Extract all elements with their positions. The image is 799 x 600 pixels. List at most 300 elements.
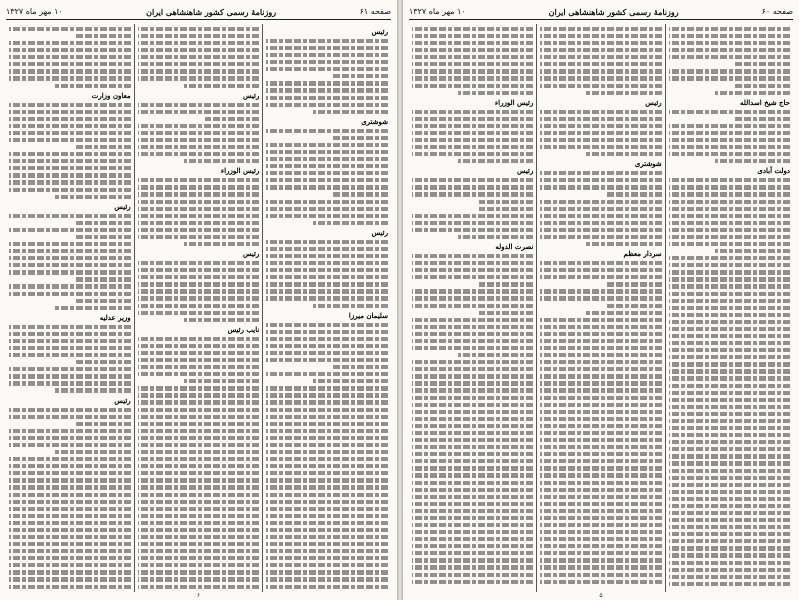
text-line [138,408,260,412]
text-line [412,466,533,470]
text-line [669,145,790,149]
text-block [412,27,533,95]
text-line [138,521,260,525]
text-line [669,313,790,317]
text-line [669,110,790,114]
text-line [412,523,533,527]
text-line [412,48,533,52]
text-line [412,289,533,293]
text-line [412,551,533,555]
text-line [9,556,131,560]
text-block [138,178,260,246]
text-line [540,481,661,485]
text-line [266,358,388,362]
speaker-name: رئیس [242,90,260,100]
text-line [266,585,388,589]
text-line [540,27,661,31]
text-line [138,563,260,567]
text-line [412,346,533,350]
text-line [412,388,533,392]
text-line [412,296,533,300]
text-line [313,221,388,225]
text-line [412,495,533,499]
text-line [9,367,131,371]
text-line [669,405,790,409]
text-line [313,304,388,308]
text-line [55,306,130,310]
text-line [266,528,388,532]
text-line [412,509,533,513]
text-block [412,178,533,239]
text-line [138,358,260,362]
text-line [9,415,131,419]
speaker-name: رئیس الوزراء [220,166,260,176]
text-line [9,152,131,156]
text-line [266,450,388,454]
text-line [540,367,661,371]
text-line [266,171,388,175]
text-line [184,318,259,322]
text-line [412,228,533,232]
text-line [266,351,388,355]
speaker-name: رئیس [645,97,662,107]
text-line [412,558,533,562]
text-line [540,438,661,442]
text-line [138,131,260,135]
left-col-2 [134,24,263,592]
text-line [669,292,790,296]
text-line [9,339,131,343]
text-line [333,136,388,140]
text-line [9,381,131,385]
text-line [412,573,533,577]
text-line [9,346,131,350]
text-line [669,55,790,59]
text-line [540,325,661,329]
text-block [9,27,131,88]
text-line [138,542,260,546]
left-col-1 [262,24,391,592]
text-line [76,299,131,303]
text-line [138,76,260,80]
text-line [266,514,388,518]
text-line [458,91,533,95]
text-line [412,117,533,121]
text-line [266,464,388,468]
text-line [138,528,260,532]
text-line [669,76,790,80]
text-line [266,200,388,204]
text-line [266,185,388,189]
text-line [266,296,388,300]
text-line [669,511,790,515]
text-line [540,117,661,121]
text-line [412,431,533,435]
text-line [669,490,790,494]
text-line [540,124,661,128]
text-line [540,200,661,204]
right-page-columns [409,24,793,592]
text-line [540,403,661,407]
text-line [540,268,661,272]
text-block [9,408,131,589]
text-line [9,138,131,142]
text-line [266,289,388,293]
text-line [479,282,534,286]
text-line [9,249,131,253]
text-line [9,542,131,546]
text-line [9,325,131,329]
text-line [266,275,388,279]
text-line [55,388,130,392]
text-line [266,53,388,57]
text-block [669,178,790,586]
text-line [412,304,533,308]
text-line [9,521,131,525]
text-line [607,304,662,308]
text-line [138,55,260,59]
text-line [9,173,131,177]
text-line [9,76,131,80]
right-page-header [409,4,793,20]
text-line [479,200,534,204]
speaker-name: رئیس [516,166,534,176]
text-block [266,240,388,308]
text-line [540,185,661,189]
text-line [138,69,260,73]
text-line [540,459,661,463]
text-block [138,103,260,164]
text-line [266,81,388,85]
text-line [9,429,131,433]
text-line [138,200,260,204]
text-line [540,138,661,142]
text-line [266,386,388,390]
text-block [669,110,790,164]
text-line [138,103,260,107]
text-line [138,507,260,511]
text-line [669,384,790,388]
text-line [138,221,260,225]
text-line [540,431,661,435]
text-line [9,41,131,45]
text-line [313,110,388,114]
text-line [669,270,790,274]
text-line [138,110,260,114]
text-line [540,424,661,428]
text-line [669,568,790,572]
text-line [607,282,662,286]
text-line [184,379,259,383]
text-line [9,528,131,532]
text-line [138,344,260,348]
text-line [9,457,131,461]
text-line [540,171,661,175]
text-line [55,195,130,199]
text-line [9,563,131,567]
text-line [669,440,790,444]
text-line [540,544,661,548]
text-line [715,91,790,95]
text-line [669,228,790,232]
text-line [266,39,388,43]
text-line [9,159,131,163]
speaker-name: شوشتری [634,159,662,169]
text-line [76,145,131,149]
text-line [266,443,388,447]
text-block [266,129,388,225]
text-line [540,488,661,492]
text-line [138,570,260,574]
text-line [138,493,260,497]
text-line [9,110,131,114]
text-line [412,424,533,428]
text-line [669,433,790,437]
text-line [333,74,388,78]
text-line [266,337,388,341]
text-line [266,96,388,100]
text-line [313,379,388,383]
text-line [138,275,260,279]
text-line [412,110,533,114]
text-line [669,391,790,395]
text-line [412,268,533,272]
text-block [9,325,131,393]
text-line [412,473,533,477]
text-line [735,117,790,121]
text-line [9,464,131,468]
text-line [138,450,260,454]
text-line [9,27,131,31]
text-line [205,117,260,121]
text-line [669,525,790,529]
text-line [138,192,260,196]
text-line [266,507,388,511]
text-line [138,443,260,447]
right-page-number: صفحه ۶۰ [761,7,793,16]
text-line [669,124,790,128]
text-line [138,296,260,300]
text-line [540,41,661,45]
text-line [138,304,260,308]
text-line [138,372,260,376]
text-line [9,131,131,135]
text-line [540,214,661,218]
text-line [266,261,388,265]
text-line [540,537,661,541]
text-line [412,459,533,463]
text-line [540,346,661,350]
text-line [266,207,388,211]
text-line [76,221,131,225]
text-line [55,450,130,454]
text-line [412,124,533,128]
text-line [669,200,790,204]
text-line [412,192,533,196]
text-line [266,330,388,334]
text-block [412,254,533,584]
text-line [540,207,661,211]
left-col-3 [6,24,134,592]
text-line [669,476,790,480]
speaker-name: نصرت الدوله [495,242,534,252]
text-line [9,408,131,412]
text-line [138,311,260,315]
text-block [540,110,661,157]
text-line [412,396,533,400]
text-line [138,514,260,518]
text-line [540,353,661,357]
text-line [540,580,661,584]
left-page-columns [6,24,391,592]
text-line [9,493,131,497]
text-line [9,500,131,504]
text-block [138,27,260,88]
text-line [412,332,533,336]
text-line [586,91,661,95]
text-line [9,124,131,128]
text-line [412,417,533,421]
text-line [138,178,260,182]
text-line [540,502,661,506]
text-line [540,388,661,392]
text-line [138,289,260,293]
text-line [412,530,533,534]
text-line [266,247,388,251]
text-line [669,575,790,579]
text-line [412,516,533,520]
text-line [669,152,790,156]
text-line [669,419,790,423]
text-line [669,497,790,501]
text-line [735,62,790,66]
text-line [266,60,388,64]
text-line [9,585,131,589]
text-line [540,289,661,293]
text-line [669,207,790,211]
text-line [266,500,388,504]
text-line [9,55,131,59]
text-line [333,192,388,196]
text-line [138,365,260,369]
text-line [138,27,260,31]
text-block [669,27,790,95]
text-line [540,530,661,534]
text-line [540,565,661,569]
text-line [669,426,790,430]
text-line [412,84,533,88]
text-line [458,353,533,357]
text-line [540,509,661,513]
text-line [412,374,533,378]
text-line [266,556,388,560]
text-line [266,577,388,581]
text-line [266,67,388,71]
text-line [9,478,131,482]
text-line [540,396,661,400]
right-page-title: روزنامهٔ رسمی کشور شاهنشاهی ایران [548,6,679,17]
speaker-name: وزیر عدلیه [99,312,131,322]
text-block [412,110,533,164]
text-line [138,415,260,419]
text-block [540,171,661,246]
text-line [412,145,533,149]
text-line [540,296,661,300]
text-line [540,332,661,336]
text-line [669,221,790,225]
text-line [266,400,388,404]
speaker-name: نایب رئیس [227,324,260,334]
text-line [9,263,131,267]
text-line [735,84,790,88]
text-line [669,131,790,135]
text-line [412,360,533,364]
text-line [9,284,131,288]
text-line [540,558,661,562]
text-line [138,214,260,218]
text-line [76,277,131,281]
text-line [669,582,790,586]
text-line [9,374,131,378]
text-line [540,466,661,470]
text-line [669,398,790,402]
text-line [540,275,661,279]
text-line [9,292,131,296]
text-line [9,188,131,192]
text-line [266,372,388,376]
text-line [266,415,388,419]
text-line [540,381,661,385]
text-line [138,577,260,581]
text-line [669,306,790,310]
text-line [540,235,661,239]
text-line [138,556,260,560]
text-line [412,565,533,569]
text-line [669,518,790,522]
text-line [138,436,260,440]
text-line [540,145,661,149]
text-line [412,138,533,142]
right-col-3 [409,24,536,592]
text-line [138,485,260,489]
text-line [607,192,662,196]
text-line [669,334,790,338]
text-line [479,311,534,315]
text-line [9,443,131,447]
left-page-header [6,4,391,20]
text-line [9,62,131,66]
text-line [540,339,661,343]
text-line [540,69,661,73]
text-line [540,131,661,135]
text-line [266,563,388,567]
text-line [669,27,790,31]
text-line [669,235,790,239]
text-line [266,282,388,286]
text-line [266,485,388,489]
text-line [266,478,388,482]
text-line [540,473,661,477]
text-line [138,422,260,426]
text-line [55,84,130,88]
text-line [138,351,260,355]
right-col-1 [665,24,793,592]
text-line [669,185,790,189]
text-line [266,164,388,168]
text-line [9,353,131,357]
text-line [9,485,131,489]
text-line [138,337,260,341]
